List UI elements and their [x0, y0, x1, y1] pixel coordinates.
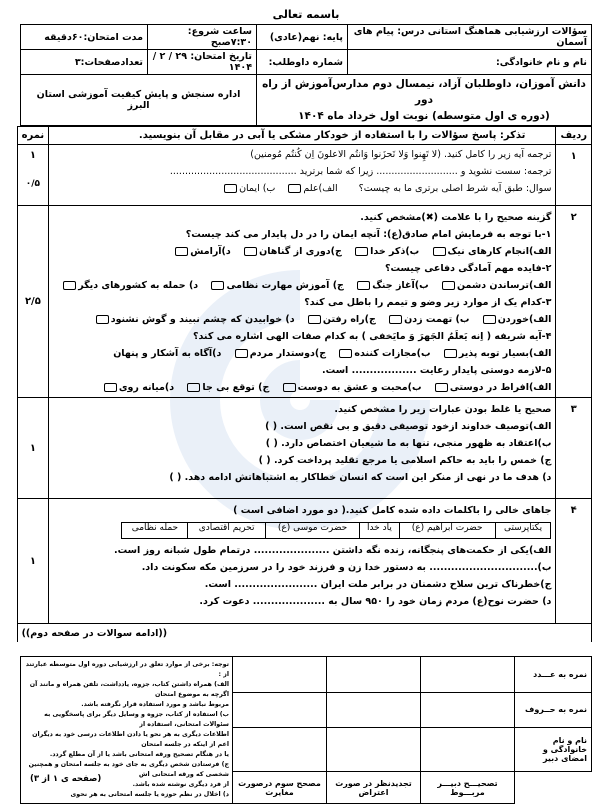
question-number: ۳: [556, 398, 592, 499]
checkbox[interactable]: [283, 383, 296, 392]
q3-intro: صحیح یا غلط بودن عبارات زیر را مشخص کنید.: [334, 404, 552, 415]
cross-mark-icon: ✖: [425, 212, 434, 223]
option[interactable]: [442, 277, 551, 294]
option[interactable]: [433, 243, 552, 260]
checkbox[interactable]: [175, 247, 188, 256]
instruction-header: تذکر: پاسخ سؤالات را با استفاده از خودکار مشکی یا آبی در مقابل آن بنویسید.: [49, 127, 556, 145]
checkbox[interactable]: [63, 281, 76, 290]
rules-line: از فرد دیگری نوشته شده باشد.: [132, 781, 229, 788]
option-label: ج)دوستدار مردم: [249, 348, 327, 359]
checkbox[interactable]: [187, 383, 200, 392]
q1-verse-line: ترجمه آیه زیر را کامل کنید. (لا تَهِنوا وَلا تَحزَنوا وَانتُم الاعلونَ اِن کُنتُم مُومنین): [250, 149, 552, 160]
checkbox[interactable]: [211, 281, 224, 290]
grader-signature-cell-3[interactable]: [233, 728, 327, 772]
checkbox[interactable]: [389, 315, 402, 324]
exam-duration: مدت امتحان:۶۰دقیقه: [21, 25, 148, 50]
grader-name-label: نام و نام خانوادگی و امضای دبیر: [515, 728, 592, 772]
option[interactable]: [444, 345, 552, 362]
q2-score-value: ۲/۵: [17, 206, 49, 398]
checkbox[interactable]: [483, 315, 496, 324]
word-bank-item: یاد خدا: [360, 523, 399, 539]
q2-item-2-options: [53, 277, 551, 294]
score-digits-cell-1[interactable]: [421, 657, 515, 693]
rules-line: اطلاعات دیگری به هر نحو یا دادن اطلاعات درسی خود به دیگران اعم از اینکه در جلسه امتحان: [32, 731, 229, 748]
option[interactable]: [113, 345, 221, 362]
row-column-header: ردیف: [556, 127, 592, 145]
q1-option-a[interactable]: [288, 180, 337, 197]
q2-item-4-stem: ۴-آیه شریفه ( اِنه یَعلَمُ الجَهرَ وَ مایَخفی ) به کدام صفات الهی اشاره می کند؟: [192, 331, 552, 342]
score-column-header: نمره: [17, 127, 49, 145]
option[interactable]: [435, 379, 552, 396]
option-label: الف)خوردن: [497, 314, 552, 325]
score-digits-cell-3[interactable]: [233, 657, 327, 693]
checkbox[interactable]: [224, 184, 237, 193]
option[interactable]: [483, 311, 552, 328]
option-label: ج) توقع بی جا: [202, 382, 270, 393]
option-label: ب) ایمان: [239, 183, 276, 194]
rules-line: توجه: برخی از موارد تعلق در ارزشیابی دوره اول متوسطه عبارتند از :: [25, 661, 229, 678]
option-label: ب) تهمت زدن: [404, 314, 470, 325]
word-bank-item: حمله نظامی: [122, 523, 188, 539]
q3-statement-c[interactable]: ج) خمس را باید به حاکم اسلامی یا مرجع تقلید پرداخت کرد. ( ): [258, 455, 552, 466]
question-2: [17, 206, 591, 398]
score-letters-cell-1[interactable]: [421, 692, 515, 728]
option[interactable]: [175, 243, 231, 260]
rules-line: یا در هنگام تصحیح ورقه امتحانی باشد یا از آن مطلع گردد.: [49, 751, 229, 758]
q2-item-3-stem: ۳-کدام یک از موارد زیر وضو و تیمم را باطل می کند؟: [304, 297, 552, 308]
organization-name: اداره سنجش و پایش کیفیت آموزشی استان البرز: [21, 75, 257, 126]
q1-question-line: [53, 180, 551, 197]
score-letters-cell-3[interactable]: [233, 692, 327, 728]
q4-blank-b[interactable]: ب).............................. به دستور خدا زن و فرزند خود را در سرزمین مکه سکونت داد.: [141, 562, 552, 573]
score-letters-label: نمره به حــروف: [515, 692, 592, 728]
checkbox[interactable]: [235, 349, 248, 358]
bismillah-heading: باسمه تعالی: [272, 8, 340, 21]
word-bank-item: یکتاپرستی: [495, 523, 551, 539]
word-bank: [121, 522, 551, 539]
q4-blank-a[interactable]: الف)یکی از حکمت‌های پنجگانه، زنده نگه داشتن ..................... درتمام طول شبانه روز است.: [114, 545, 552, 556]
word-bank-item: حضرت موسی (ع): [265, 523, 359, 539]
option-label: ج)راه رفتن: [322, 314, 376, 325]
option-label: ب)مجازات کننده: [354, 348, 431, 359]
footer-empty: [515, 772, 592, 804]
checkbox[interactable]: [442, 281, 455, 290]
option-label: الف)علم: [303, 183, 338, 194]
word-bank-item: حضرت ابراهیم (ع): [399, 523, 495, 539]
student-name-field[interactable]: نام و نام خانوادگی:: [348, 50, 592, 75]
q2-item-1-stem: ۱-با توجه به فرمایش امام صادق(ع): آنچه ایمان را در دل پایدار می کند چیست؟: [185, 229, 552, 240]
word-bank-item: تحریم اقتصادی: [188, 523, 265, 539]
question-score: [17, 145, 49, 206]
score-digits-cell-2[interactable]: [327, 657, 421, 693]
option-label: ب)محبت و عشق به دوست: [297, 382, 422, 393]
exam-date: تاریخ امتحان: ۲۹ / ۲ / ۱۴۰۴: [148, 50, 257, 75]
option[interactable]: [63, 277, 198, 294]
q2-item-3-options: [53, 311, 551, 328]
course-title: سؤالات ارزشیابی هماهنگ استانی درس: پیام های آسمان: [348, 25, 592, 50]
grader-signature-cell-1[interactable]: [421, 728, 515, 772]
rules-line: الف) همراه داشتن کتاب، جزوه، یادداشت، تلفن همراه و مانند آن اگرچه به موضوع امتحان: [29, 681, 229, 698]
option[interactable]: [389, 311, 469, 328]
grade-label: پایه: نهم(عادی): [257, 25, 348, 50]
continuation-note: [17, 624, 591, 643]
grader-signature-cell-2[interactable]: [327, 728, 421, 772]
col-third-grader: مصحح سوم درصورت مغایرت: [233, 772, 327, 804]
checkbox[interactable]: [104, 383, 117, 392]
score-letters-cell-2[interactable]: [327, 692, 421, 728]
checkbox[interactable]: [435, 383, 448, 392]
option[interactable]: [211, 277, 343, 294]
option-label: الف)انجام کارهای نیک: [447, 246, 552, 257]
checkbox[interactable]: [355, 247, 368, 256]
option[interactable]: [308, 311, 376, 328]
question-4: [17, 499, 591, 624]
question-number: ۱: [556, 145, 592, 206]
q1-translation-line[interactable]: ترجمه: سست نشوید و ........................... زیرا که شما برترید ..........................................: [169, 166, 552, 177]
checkbox[interactable]: [357, 281, 370, 290]
q2-item-1-options: [53, 243, 551, 260]
option-label: ب)آغاز جنگ: [372, 280, 429, 291]
question-1: [17, 145, 591, 206]
students-line-1: دانش آموزان، داوطلبان آزاد، نیمسال دوم مدارس‌آموزش از راه دور: [262, 78, 586, 106]
checkbox[interactable]: [444, 349, 457, 358]
checkbox[interactable]: [433, 247, 446, 256]
q2-intro-a: گزینه صحیح را با علامت (: [433, 212, 552, 223]
q1-question-text: سوال: طبق آیه شرط اصلی برتری ما به چیست؟: [358, 183, 552, 194]
grading-footer: [20, 656, 592, 804]
option[interactable]: [283, 379, 422, 396]
checkbox[interactable]: [96, 315, 109, 324]
option-label: الف)افراط در دوستی: [449, 382, 552, 393]
checkbox[interactable]: [339, 349, 352, 358]
checkbox[interactable]: [288, 184, 301, 193]
option-label: د) خوابیدن که چشم نبیند و گوش نشنود: [110, 314, 295, 325]
q4-score-value: ۱: [17, 499, 49, 624]
question-3: [17, 398, 591, 499]
option[interactable]: [355, 243, 419, 260]
rules-line: ج) فرستادن شخص دیگری به جای خود به جلسه امتحان و همچنین شخصی که ورقه امتحانی اش: [28, 761, 229, 778]
option[interactable]: [235, 345, 326, 362]
q1-score-value: ۱: [29, 150, 36, 161]
q3-statement-b[interactable]: ب)اعتقاد به ظهور منجی، تنها به ما شیعیان اختصاص دارد. ( ): [265, 438, 552, 449]
checkbox[interactable]: [308, 315, 321, 324]
option[interactable]: [339, 345, 430, 362]
option[interactable]: [244, 243, 342, 260]
questions-table: [17, 126, 592, 642]
score-digits-label: نمره به عـــدد: [515, 657, 592, 693]
question-number: ۲: [556, 206, 592, 398]
q4-blank-d[interactable]: د) حضرت نوح(ع) مردم زمان خود را ۹۵۰ سال به .................... دعوت کرد.: [199, 596, 552, 607]
option-label: د) حمله به کشورهای دیگر: [78, 280, 199, 291]
option-label: د)آرامش: [190, 246, 231, 257]
option-label: د)آگاه به آشکار و پنهان: [113, 348, 222, 359]
q3-score-value: ۱: [17, 398, 49, 499]
option[interactable]: [104, 379, 174, 396]
q3-statement-a[interactable]: الف)توصیف خداوند ازخود توصیفی دقیق و بی نقص است. ( ): [265, 421, 552, 432]
option-label: د)میانه روی: [118, 382, 175, 393]
q2-item-5-options: [53, 379, 551, 396]
seat-number-field[interactable]: شماره داوطلب:: [257, 50, 348, 75]
option-label: الف)ترساندن دشمن: [456, 280, 552, 291]
rules-line: ب) استفاده از کتاب، جزوه و وسایل دیگر برای پاسخگویی به سئوالات امتحانی، استفاده از: [44, 711, 229, 728]
q2-intro: [53, 209, 551, 226]
checkbox[interactable]: [244, 247, 257, 256]
q2-item-4-options: [53, 345, 551, 362]
option[interactable]: [96, 311, 295, 328]
students-description: [257, 75, 592, 126]
option-label: ج)دوری از گناهان: [259, 246, 342, 257]
continuation-text: ((ادامه سوالات در صفحه دوم)): [21, 627, 168, 639]
students-line-2: (دوره ی اول متوسطه) نوبت اول خرداد ماه ۱۴۰۴: [298, 110, 550, 122]
option-label: الف)بسیار توبه پذیر: [458, 348, 552, 359]
q1-sub-score: ۰/۵: [25, 179, 41, 189]
q2-item-5-stem: ۵-لازمه دوستی پایدار رعایت .................. است.: [322, 365, 552, 376]
question-number: ۴: [556, 499, 592, 624]
start-time: ساعت شروع: ۷:۳۰صبح: [148, 25, 257, 50]
option[interactable]: [357, 277, 428, 294]
q2-item-2-stem: ۲-فایده مهم آمادگی دفاعی چیست؟: [384, 263, 552, 274]
q3-statement-d[interactable]: د) هدف ما در نهی از منکر این است که انسان خطاکار به اشتباهاتش ادامه دهد. ( ): [169, 472, 552, 483]
q4-blank-c[interactable]: ج)خطرناک ترین سلاح دشمنان در برابر ملت ایران ....................... است.: [204, 579, 552, 590]
option[interactable]: [187, 379, 269, 396]
page-count: تعدادصفحات:۳: [21, 50, 148, 75]
q2-intro-b: )مشخص کنید.: [360, 212, 426, 223]
q4-intro: جاهای خالی را باکلمات داده شده کامل کنید.( دو مورد اضافی است ): [233, 505, 552, 516]
option-label: ب)ذکر خدا: [370, 246, 420, 257]
q1-option-b[interactable]: [224, 180, 275, 197]
col-teacher-correction: تصحیـــح دبیـــر مربـــوط: [421, 772, 515, 804]
option-label: ج) آموزش مهارت نظامی: [226, 280, 344, 291]
page-number: (صفحه ی ۱ از ۳): [30, 774, 102, 784]
col-review: تجدیدنظر در صورت اعتراض: [327, 772, 421, 804]
rules-line: د) اخلال در نظم حوزه یا جلسه امتحانی به هر نحوی: [70, 791, 229, 798]
rules-line: مربوط نباشد و مورد استفاده قرار نگرفته باشد.: [81, 701, 229, 708]
exam-header-table: [20, 24, 592, 126]
